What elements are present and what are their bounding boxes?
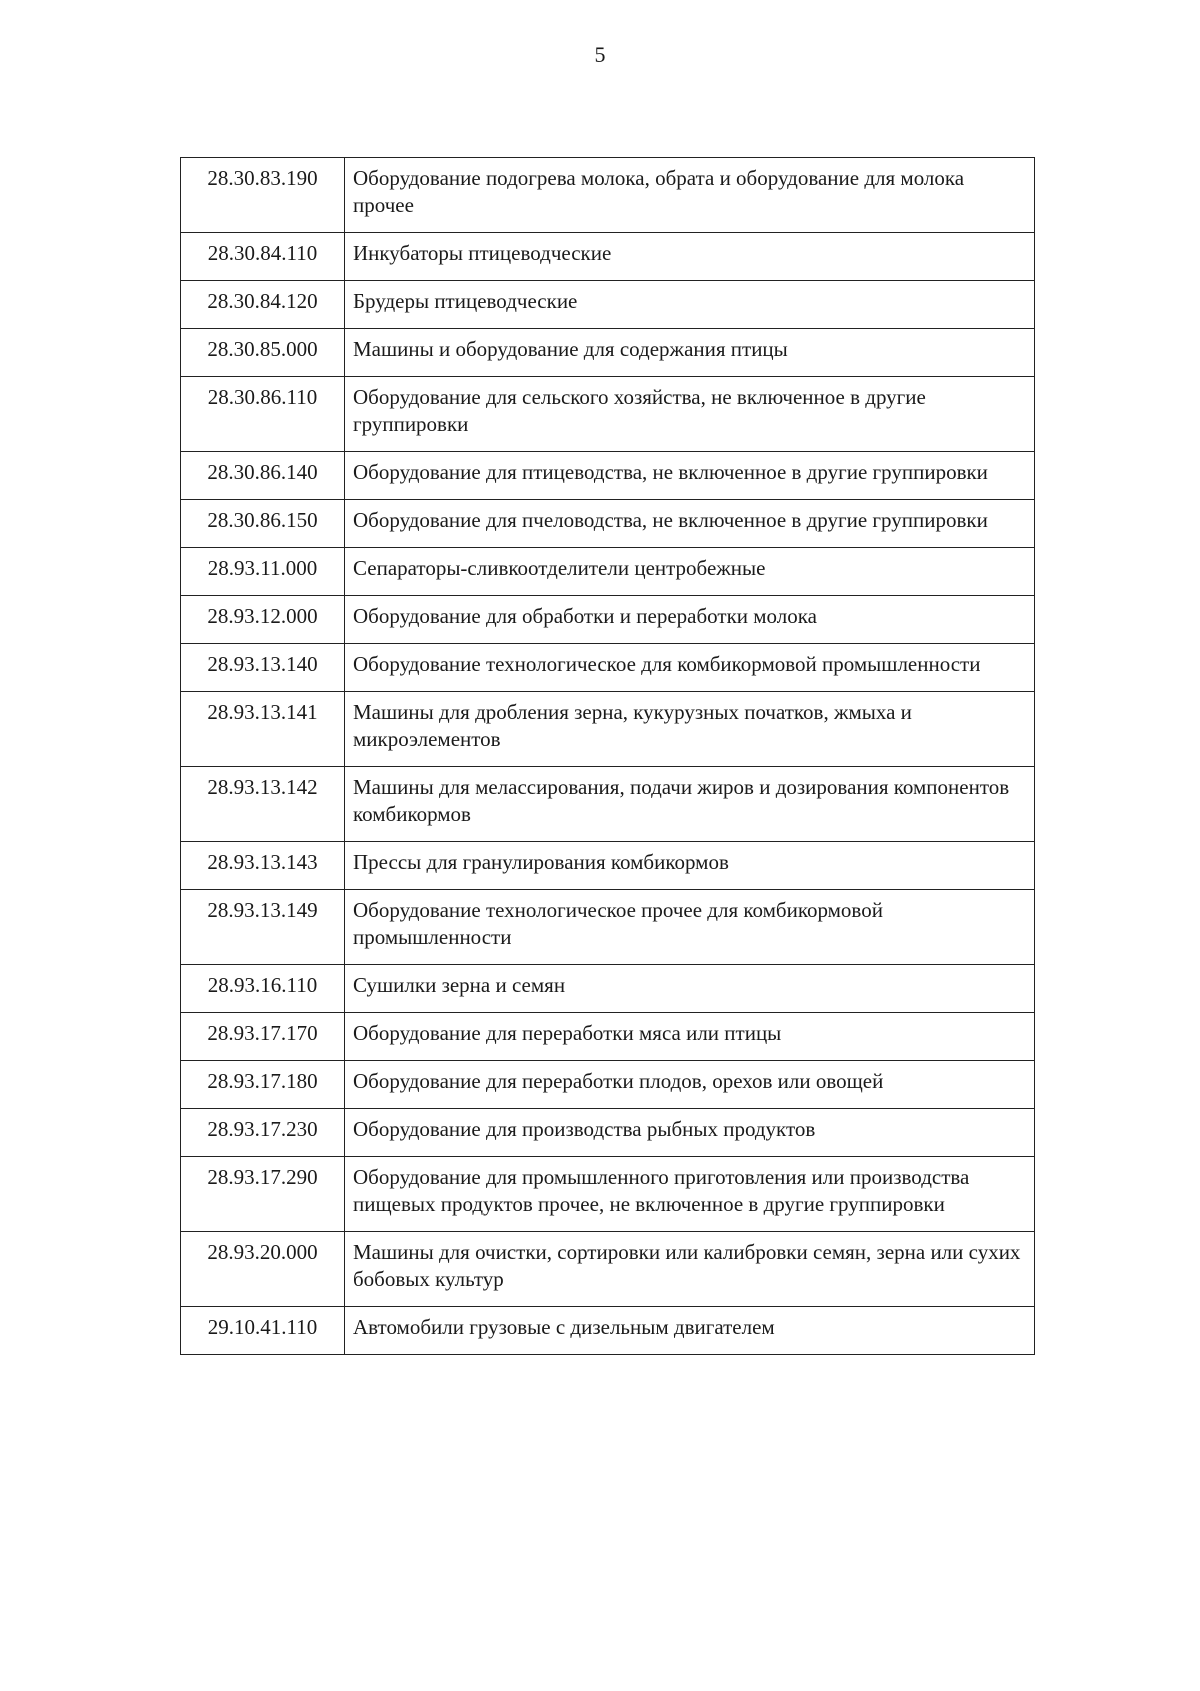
okpd-code: 28.93.13.149 <box>181 890 345 965</box>
item-description: Оборудование для пчеловодства, не включенное в другие группировки <box>345 500 1035 548</box>
item-description: Сепараторы-сливкоотделители центробежные <box>345 548 1035 596</box>
table-row <box>181 692 1035 767</box>
okpd-code: 28.93.17.230 <box>181 1109 345 1157</box>
table-row <box>181 377 1035 452</box>
table-row <box>181 1307 1035 1355</box>
table-row <box>181 233 1035 281</box>
table-row <box>181 500 1035 548</box>
okpd-code: 28.93.12.000 <box>181 596 345 644</box>
item-description: Оборудование для обработки и переработки молока <box>345 596 1035 644</box>
okpd-code: 28.93.11.000 <box>181 548 345 596</box>
table-row <box>181 1013 1035 1061</box>
item-description: Оборудование для производства рыбных продуктов <box>345 1109 1035 1157</box>
table-row <box>181 965 1035 1013</box>
table-row <box>181 1157 1035 1232</box>
okpd-code: 28.93.20.000 <box>181 1232 345 1307</box>
classification-table <box>180 157 1035 1355</box>
item-description: Автомобили грузовые с дизельным двигателем <box>345 1307 1035 1355</box>
item-description: Оборудование для промышленного приготовления или производства пищевых продуктов прочее, не включенное в другие группировки <box>345 1157 1035 1232</box>
table-row <box>181 1061 1035 1109</box>
item-description: Прессы для гранулирования комбикормов <box>345 842 1035 890</box>
okpd-code: 29.10.41.110 <box>181 1307 345 1355</box>
okpd-code: 28.93.13.140 <box>181 644 345 692</box>
item-description: Машины для мелассирования, подачи жиров и дозирования компонентов комбикормов <box>345 767 1035 842</box>
okpd-code: 28.30.86.110 <box>181 377 345 452</box>
table-row <box>181 644 1035 692</box>
table-row <box>181 890 1035 965</box>
table-row <box>181 158 1035 233</box>
table-row <box>181 842 1035 890</box>
item-description: Оборудование для переработки плодов, орехов или овощей <box>345 1061 1035 1109</box>
item-description: Оборудование технологическое прочее для комбикормовой промышленности <box>345 890 1035 965</box>
okpd-code: 28.93.17.180 <box>181 1061 345 1109</box>
item-description: Машины для дробления зерна, кукурузных початков, жмыха и микроэлементов <box>345 692 1035 767</box>
okpd-code: 28.93.16.110 <box>181 965 345 1013</box>
okpd-code: 28.93.13.142 <box>181 767 345 842</box>
item-description: Оборудование для птицеводства, не включенное в другие группировки <box>345 452 1035 500</box>
item-description: Сушилки зерна и семян <box>345 965 1035 1013</box>
item-description: Машины для очистки, сортировки или калибровки семян, зерна или сухих бобовых культур <box>345 1232 1035 1307</box>
okpd-code: 28.93.13.143 <box>181 842 345 890</box>
table-row <box>181 1232 1035 1307</box>
page-number: 5 <box>594 42 606 67</box>
okpd-code: 28.30.86.150 <box>181 500 345 548</box>
okpd-code: 28.93.17.170 <box>181 1013 345 1061</box>
okpd-code: 28.30.84.120 <box>181 281 345 329</box>
table-row <box>181 767 1035 842</box>
table-row <box>181 329 1035 377</box>
item-description: Оборудование подогрева молока, обрата и оборудование для молока прочее <box>345 158 1035 233</box>
table-row <box>181 596 1035 644</box>
table-row <box>181 548 1035 596</box>
okpd-code: 28.93.17.290 <box>181 1157 345 1232</box>
item-description: Инкубаторы птицеводческие <box>345 233 1035 281</box>
item-description: Оборудование для переработки мяса или птицы <box>345 1013 1035 1061</box>
okpd-code: 28.30.85.000 <box>181 329 345 377</box>
okpd-code: 28.30.83.190 <box>181 158 345 233</box>
item-description: Оборудование технологическое для комбикормовой промышленности <box>345 644 1035 692</box>
item-description: Брудеры птицеводческие <box>345 281 1035 329</box>
okpd-code: 28.30.84.110 <box>181 233 345 281</box>
okpd-code: 28.93.13.141 <box>181 692 345 767</box>
table-row <box>181 281 1035 329</box>
table-row <box>181 452 1035 500</box>
okpd-code: 28.30.86.140 <box>181 452 345 500</box>
item-description: Оборудование для сельского хозяйства, не включенное в другие группировки <box>345 377 1035 452</box>
item-description: Машины и оборудование для содержания птицы <box>345 329 1035 377</box>
table-row <box>181 1109 1035 1157</box>
